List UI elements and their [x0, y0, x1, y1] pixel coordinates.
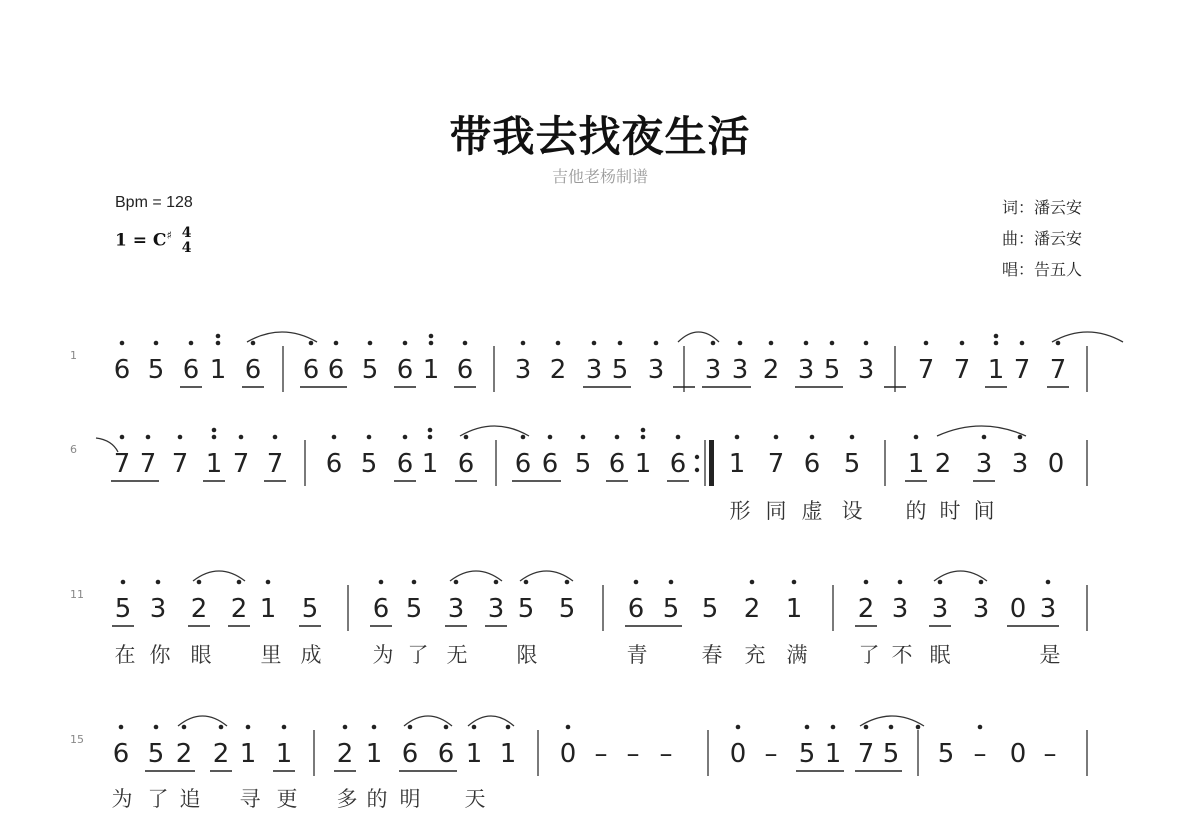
- octave-dot: [463, 341, 468, 346]
- octave-dot: [146, 435, 151, 440]
- song-title: 带我去找夜生活: [449, 112, 751, 161]
- octave-dot: [189, 341, 194, 346]
- note: 1: [259, 594, 277, 624]
- octave-dot: [634, 580, 639, 585]
- note: 2: [175, 739, 193, 769]
- note: 5: [558, 594, 576, 624]
- note: 7: [953, 355, 971, 385]
- octave-dot: [216, 341, 221, 346]
- note: 1: [465, 739, 483, 769]
- slur: [937, 426, 1026, 436]
- lyric-syllable: 了: [407, 643, 429, 667]
- octave-dot: [379, 580, 384, 585]
- slur: [404, 716, 452, 726]
- note: 5: [360, 449, 378, 479]
- octave-dot: [178, 435, 183, 440]
- note: 5: [114, 594, 132, 624]
- note: 2: [212, 739, 230, 769]
- octave-dot: [282, 725, 287, 730]
- octave-dot: [403, 435, 408, 440]
- slur: [178, 716, 227, 726]
- octave-dot: [774, 435, 779, 440]
- octave-dot: [792, 580, 797, 585]
- note: 1: [634, 449, 652, 479]
- note: 2: [857, 594, 875, 624]
- note: 3: [514, 355, 532, 385]
- octave-dot: [938, 580, 943, 585]
- octave-dot: [212, 435, 217, 440]
- octave-dot: [592, 341, 597, 346]
- note: 6: [456, 355, 474, 385]
- octave-dot: [850, 435, 855, 440]
- note: 3: [585, 355, 603, 385]
- note: 3: [1011, 449, 1029, 479]
- note: –: [659, 739, 673, 769]
- octave-dot: [212, 428, 217, 433]
- octave-dot: [273, 435, 278, 440]
- note: 7: [139, 449, 157, 479]
- octave-dot: [412, 580, 417, 585]
- note: 6: [113, 355, 131, 385]
- octave-dot: [444, 725, 449, 730]
- lyric-syllable: 了: [147, 787, 169, 811]
- octave-dot: [676, 435, 681, 440]
- note: 2: [743, 594, 761, 624]
- octave-dot: [219, 725, 224, 730]
- note: 5: [301, 594, 319, 624]
- note: 7: [113, 449, 131, 479]
- slur: [193, 571, 245, 581]
- note: 3: [972, 594, 990, 624]
- lyric-syllable: 明: [399, 787, 421, 811]
- note: 6: [325, 449, 343, 479]
- octave-dot: [216, 334, 221, 339]
- note: 3: [447, 594, 465, 624]
- lyric-syllable: 寻: [239, 787, 261, 811]
- octave-dot: [154, 341, 159, 346]
- note: 5: [611, 355, 629, 385]
- lyric-syllable: 满: [786, 643, 808, 667]
- octave-dot: [266, 580, 271, 585]
- note: 0: [1009, 739, 1027, 769]
- note: 2: [336, 739, 354, 769]
- octave-dot: [914, 435, 919, 440]
- measure-number: 15: [70, 733, 84, 746]
- note: 3: [149, 594, 167, 624]
- lyric-syllable: 虚: [801, 499, 823, 523]
- note: 7: [767, 449, 785, 479]
- lyric-syllable: 为: [372, 643, 394, 667]
- lyric-syllable: 眼: [190, 643, 212, 667]
- octave-dot: [566, 725, 571, 730]
- note: 6: [514, 449, 532, 479]
- octave-dot: [429, 334, 434, 339]
- note: 1: [499, 739, 517, 769]
- octave-dot: [239, 435, 244, 440]
- octave-dot: [154, 725, 159, 730]
- note: –: [973, 739, 987, 769]
- octave-dot: [524, 580, 529, 585]
- note: 5: [701, 594, 719, 624]
- slur: [460, 426, 529, 436]
- note: 3: [931, 594, 949, 624]
- note: 5: [843, 449, 861, 479]
- octave-dot: [367, 435, 372, 440]
- octave-dot: [182, 725, 187, 730]
- note: 5: [882, 739, 900, 769]
- lyric-syllable: 在: [114, 643, 136, 667]
- octave-dot: [454, 580, 459, 585]
- note: 3: [487, 594, 505, 624]
- octave-dot: [898, 580, 903, 585]
- note: –: [764, 739, 778, 769]
- lyric-syllable: 是: [1039, 643, 1061, 667]
- note: 3: [857, 355, 875, 385]
- slur: [934, 571, 987, 581]
- note: 0: [1047, 449, 1065, 479]
- note: 3: [1039, 594, 1057, 624]
- lyric-syllable: 春: [701, 643, 723, 667]
- note: 1: [421, 449, 439, 479]
- octave-dot: [810, 435, 815, 440]
- note: 6: [437, 739, 455, 769]
- note: 5: [662, 594, 680, 624]
- octave-dot: [994, 334, 999, 339]
- note: 3: [731, 355, 749, 385]
- song-subtitle: 吉他老杨制谱: [551, 167, 648, 186]
- note: 5: [823, 355, 841, 385]
- octave-dot: [711, 341, 716, 346]
- note: 5: [937, 739, 955, 769]
- slur: [678, 332, 719, 342]
- slur: [468, 716, 514, 726]
- tempo-marking: Bpm = 128: [115, 194, 193, 211]
- lyric-syllable: 不: [891, 643, 913, 667]
- octave-dot: [581, 435, 586, 440]
- octave-dot: [556, 341, 561, 346]
- octave-dot: [864, 725, 869, 730]
- octave-dot: [750, 580, 755, 585]
- octave-dot: [1020, 341, 1025, 346]
- note: 3: [891, 594, 909, 624]
- octave-dot: [521, 435, 526, 440]
- octave-dot: [408, 725, 413, 730]
- repeat-dot: [695, 468, 699, 472]
- lyric-syllable: 间: [973, 499, 995, 523]
- octave-dot: [735, 435, 740, 440]
- octave-dot: [403, 341, 408, 346]
- note: 5: [361, 355, 379, 385]
- lyricist-credit: 词：潘云安: [1001, 198, 1082, 217]
- note: 6: [396, 449, 414, 479]
- octave-dot: [615, 435, 620, 440]
- octave-dot: [494, 580, 499, 585]
- note: 5: [798, 739, 816, 769]
- octave-dot: [736, 725, 741, 730]
- octave-dot: [120, 435, 125, 440]
- note: 5: [517, 594, 535, 624]
- note: 6: [608, 449, 626, 479]
- note: 3: [647, 355, 665, 385]
- lyric-syllable: 形: [729, 499, 751, 523]
- note: 5: [574, 449, 592, 479]
- note: 1: [209, 355, 227, 385]
- lyric-syllable: 更: [276, 787, 298, 811]
- octave-dot: [864, 341, 869, 346]
- note: 7: [232, 449, 250, 479]
- lyric-syllable: 成: [300, 643, 322, 667]
- note: 5: [405, 594, 423, 624]
- octave-dot: [197, 580, 202, 585]
- octave-dot: [368, 341, 373, 346]
- note: 3: [704, 355, 722, 385]
- lyric-syllable: 眠: [929, 643, 951, 667]
- octave-dot: [521, 341, 526, 346]
- octave-dot: [994, 341, 999, 346]
- lyric-syllable: 你: [149, 643, 171, 667]
- octave-dot: [565, 580, 570, 585]
- note: 3: [797, 355, 815, 385]
- octave-dot: [251, 341, 256, 346]
- note: 7: [1049, 355, 1067, 385]
- octave-dot: [641, 428, 646, 433]
- note: –: [626, 739, 640, 769]
- octave-dot: [472, 725, 477, 730]
- octave-dot: [864, 580, 869, 585]
- repeat-barline-thick: [709, 440, 714, 486]
- octave-dot: [1046, 580, 1051, 585]
- slur: [860, 716, 924, 726]
- octave-dot: [831, 725, 836, 730]
- note: 7: [1013, 355, 1031, 385]
- lyric-syllable: 充: [744, 643, 766, 667]
- slur: [450, 571, 502, 581]
- octave-dot: [654, 341, 659, 346]
- note: 6: [457, 449, 475, 479]
- lyric-syllable: 的: [366, 787, 388, 811]
- note: 3: [975, 449, 993, 479]
- note: 1: [728, 449, 746, 479]
- note: 1: [205, 449, 223, 479]
- octave-dot: [343, 725, 348, 730]
- singer-credit: 唱：告五人: [1001, 260, 1082, 279]
- lyric-syllable: 天: [464, 787, 486, 811]
- lyric-syllable: 青: [626, 643, 648, 667]
- note: 6: [803, 449, 821, 479]
- note: 0: [1009, 594, 1027, 624]
- note: 7: [171, 449, 189, 479]
- composer-credit: 曲：潘云安: [1001, 229, 1082, 248]
- lyric-syllable: 限: [516, 643, 538, 667]
- octave-dot: [334, 341, 339, 346]
- key-accidental: ♯: [166, 228, 172, 242]
- lyric-syllable: 时: [939, 499, 961, 523]
- lyric-syllable: 无: [446, 643, 468, 667]
- octave-dot: [641, 435, 646, 440]
- octave-dot: [669, 580, 674, 585]
- note: 0: [729, 739, 747, 769]
- octave-dot: [738, 341, 743, 346]
- octave-dot: [805, 725, 810, 730]
- note: 1: [422, 355, 440, 385]
- octave-dot: [464, 435, 469, 440]
- note: 6: [541, 449, 559, 479]
- note: 6: [372, 594, 390, 624]
- octave-dot: [618, 341, 623, 346]
- octave-dot: [889, 725, 894, 730]
- time-top: 4: [181, 225, 192, 241]
- octave-dot: [830, 341, 835, 346]
- note: 2: [230, 594, 248, 624]
- octave-dot: [978, 725, 983, 730]
- note: 7: [266, 449, 284, 479]
- octave-dot: [916, 725, 921, 730]
- slur: [520, 571, 573, 581]
- octave-dot: [548, 435, 553, 440]
- time-bottom: 4: [181, 240, 192, 256]
- octave-dot: [119, 725, 124, 730]
- note: 1: [365, 739, 383, 769]
- note: 6: [669, 449, 687, 479]
- note: 1: [239, 739, 257, 769]
- note: 1: [275, 739, 293, 769]
- note: 6: [396, 355, 414, 385]
- measure-number: 1: [70, 349, 77, 362]
- note: 6: [627, 594, 645, 624]
- octave-dot: [769, 341, 774, 346]
- note: 7: [857, 739, 875, 769]
- key-prefix: 1 = C: [115, 230, 167, 251]
- lyric-syllable: 设: [841, 499, 863, 523]
- note: 2: [934, 449, 952, 479]
- octave-dot: [506, 725, 511, 730]
- lyric-syllable: 里: [260, 643, 282, 667]
- note: 1: [785, 594, 803, 624]
- octave-dot: [237, 580, 242, 585]
- octave-dot: [979, 580, 984, 585]
- note: 6: [112, 739, 130, 769]
- lyric-syllable: 的: [905, 499, 927, 523]
- note: 6: [401, 739, 419, 769]
- lyric-syllable: 为: [111, 787, 133, 811]
- note: 1: [824, 739, 842, 769]
- octave-dot: [120, 341, 125, 346]
- note: –: [1043, 739, 1057, 769]
- octave-dot: [332, 435, 337, 440]
- octave-dot: [429, 341, 434, 346]
- measure-number: 11: [70, 588, 84, 601]
- note: 0: [559, 739, 577, 769]
- octave-dot: [428, 428, 433, 433]
- note: 7: [917, 355, 935, 385]
- octave-dot: [156, 580, 161, 585]
- slur: [1052, 332, 1123, 342]
- octave-dot: [982, 435, 987, 440]
- octave-dot: [372, 725, 377, 730]
- octave-dot: [309, 341, 314, 346]
- octave-dot: [1056, 341, 1061, 346]
- note: 5: [147, 739, 165, 769]
- lyric-syllable: 多: [336, 787, 358, 811]
- note: –: [594, 739, 608, 769]
- note: 6: [327, 355, 345, 385]
- measure-number: 6: [70, 443, 77, 456]
- lyric-syllable: 追: [179, 787, 201, 811]
- note: 6: [244, 355, 262, 385]
- octave-dot: [246, 725, 251, 730]
- note: 6: [302, 355, 320, 385]
- octave-dot: [428, 435, 433, 440]
- octave-dot: [804, 341, 809, 346]
- note: 2: [549, 355, 567, 385]
- octave-dot: [1018, 435, 1023, 440]
- octave-dot: [924, 341, 929, 346]
- note: 6: [182, 355, 200, 385]
- note: 1: [987, 355, 1005, 385]
- note: 2: [762, 355, 780, 385]
- note: 2: [190, 594, 208, 624]
- lyric-syllable: 了: [858, 643, 880, 667]
- note: 1: [907, 449, 925, 479]
- note: 5: [147, 355, 165, 385]
- slur: [247, 332, 317, 342]
- octave-dot: [121, 580, 126, 585]
- repeat-dot: [695, 455, 699, 459]
- octave-dot: [960, 341, 965, 346]
- lyric-syllable: 同: [765, 499, 787, 523]
